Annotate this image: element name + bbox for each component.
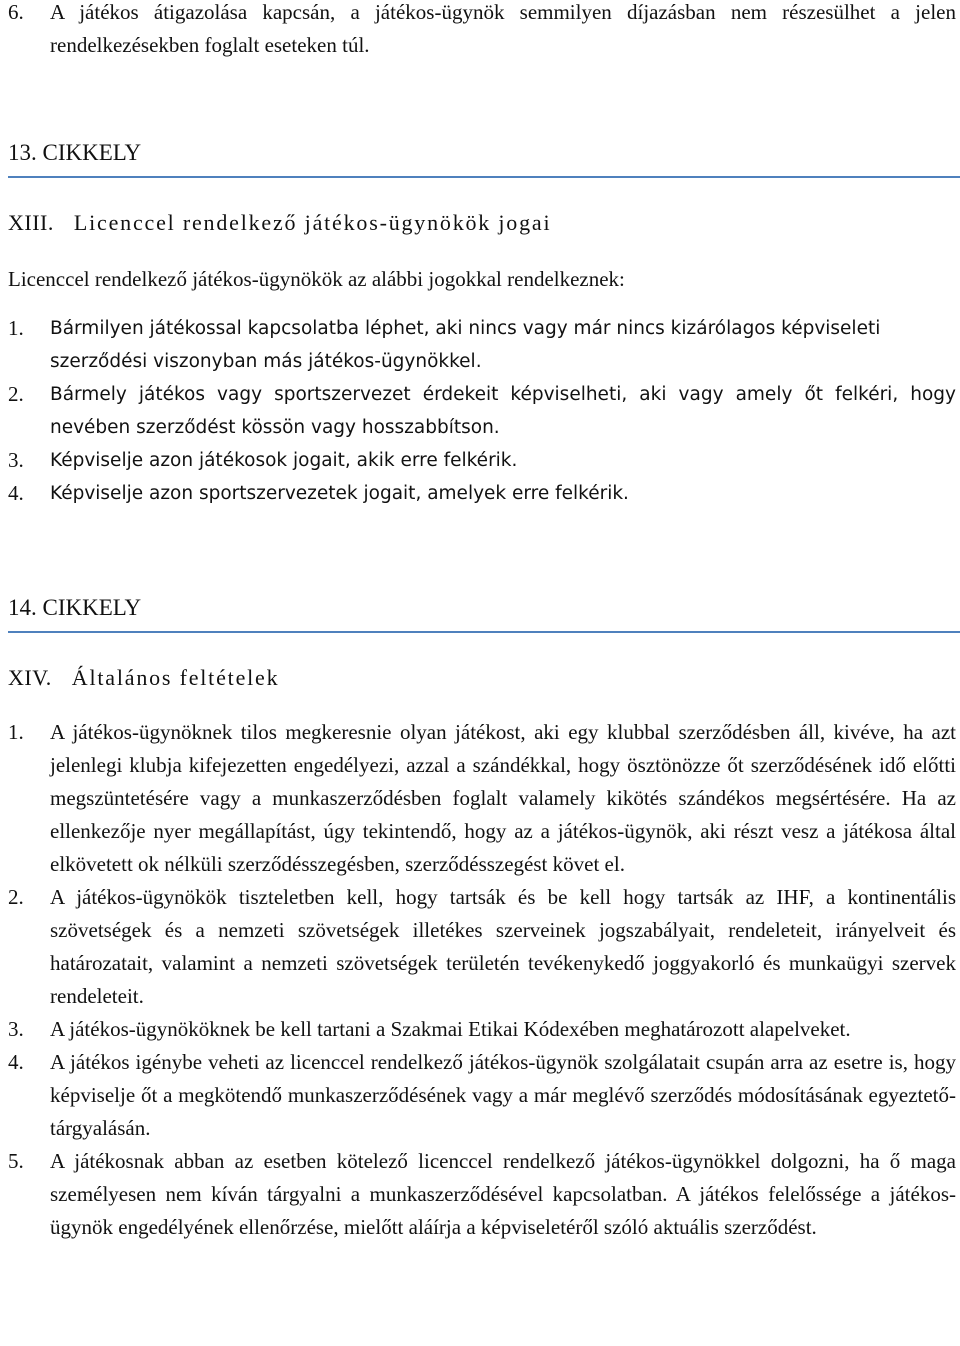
article-heading-text: 14. CIKKELY — [8, 595, 142, 620]
heading-rule — [8, 176, 960, 178]
list-item — [8, 444, 956, 477]
list-number: 5. — [8, 1149, 24, 1173]
list-text: Képviselje azon játékosok jogait, akik erre felkérik. — [50, 450, 518, 471]
list-item — [8, 1046, 956, 1145]
list-number: 3. — [8, 1017, 24, 1041]
list-item — [8, 312, 956, 378]
list-item — [8, 881, 956, 1013]
article12-item-6 — [8, 0, 956, 62]
list-text: Képviselje azon sportszervezetek jogait, amelyek erre felkérik. — [50, 483, 629, 504]
list-text: A játékosnak abban az esetben kötelező licenccel rendelkező játékos-ügynökkel dolgozni, ha ő maga személyesen nem kíván tárgyalni a munkaszerződésével kapcsolatban. A játékos felelőssége a játékos-ügynök engedélyének ellenőrzése, mielőtt aláírja a képviseletéről szóló aktuális szerződést. — [50, 1149, 956, 1239]
list-item — [8, 1013, 956, 1046]
article13-heading — [8, 138, 960, 178]
list-item — [8, 477, 956, 510]
list-item — [8, 716, 956, 881]
list-text: A játékos átigazolása kapcsán, a játékos-ügynök semmilyen díjazásban nem részesülhet a jelen rendelkezésekben foglalt eseteken túl. — [50, 0, 956, 57]
list-text: A játékos-ügynökök tiszteletben kell, hogy tartsák és be kell hogy tartsák az IHF, a kontinentális szövetségek és a nemzeti szövetségek illetékes szerveinek jogszabályait, rendeleteit, irányelveit és határozatait, valamint a nemzeti szövetségek területén tevékenykedő joggyakorló és munkaügyi szervek rendeleteit. — [50, 885, 956, 1008]
list-text: A játékos-ügynöknek tilos megkeresnie olyan játékost, aki egy klubbal szerződésben áll, kivéve, ha azt jelenlegi klubja kifejezetten engedélyezi, azzal a szándékkal, hogy ösztönözze őt szerződésének idő előtti megszüntetésére vagy a munkaszerződésben foglalt valamely kikötés szándékos megsértésére. Ha az ellenkezője nyer megállapítást, úgy tekintendő, hogy az a játékos-ügynök, aki részt vesz a játékosa által elkövetett ok nélküli szerződésszegésben, szerződésszegést követ el. — [50, 720, 956, 876]
article-heading-text: 13. CIKKELY — [8, 140, 142, 165]
section-roman-numeral: XIII. — [8, 210, 54, 235]
section-title: Általános feltételek — [71, 665, 280, 690]
list-text: Bármely játékos vagy sportszervezet érdekeit képviselheti, aki vagy amely őt felkéri, hogy nevében szerződést kössön vagy hosszabbítson. — [50, 384, 956, 438]
list-number: 1. — [8, 720, 24, 744]
article14-list — [8, 716, 956, 1244]
list-item — [8, 378, 956, 444]
list-text: Bármilyen játékossal kapcsolatba léphet, aki nincs vagy már nincs kizárólagos képviseleti szerződési viszonyban más játékos-ügynökkel. — [50, 318, 881, 372]
list-number: 2. — [8, 885, 24, 909]
list-text: A játékos igénybe veheti az licenccel rendelkező játékos-ügynök szolgálatait csupán arra az esetre is, hogy képviselje őt a megkötendő munkaszerződésének vagy a már meglévő szerződés módosításának egyeztető-tárgyalásán. — [50, 1050, 956, 1140]
article13-list — [8, 312, 956, 510]
article14-heading — [8, 593, 960, 633]
list-number: 3. — [8, 448, 24, 472]
section-title: Licenccel rendelkező játékos-ügynökök jogai — [73, 210, 552, 235]
list-number: 4. — [8, 481, 24, 505]
section-roman-numeral: XIV. — [8, 665, 52, 690]
list-text: A játékos-ügynököknek be kell tartani a Szakmai Etikai Kódexében meghatározott alapelveket. — [50, 1017, 851, 1041]
heading-rule — [8, 631, 960, 633]
list-number: 2. — [8, 382, 24, 406]
article13-subtitle — [8, 208, 551, 238]
list-number: 6. — [8, 0, 24, 24]
list-number: 4. — [8, 1050, 24, 1074]
article13-intro: Licenccel rendelkező játékos-ügynökök az alábbi jogokkal rendelkeznek: — [8, 267, 625, 291]
list-item — [8, 1145, 956, 1244]
list-number: 1. — [8, 316, 24, 340]
article14-subtitle — [8, 663, 279, 693]
